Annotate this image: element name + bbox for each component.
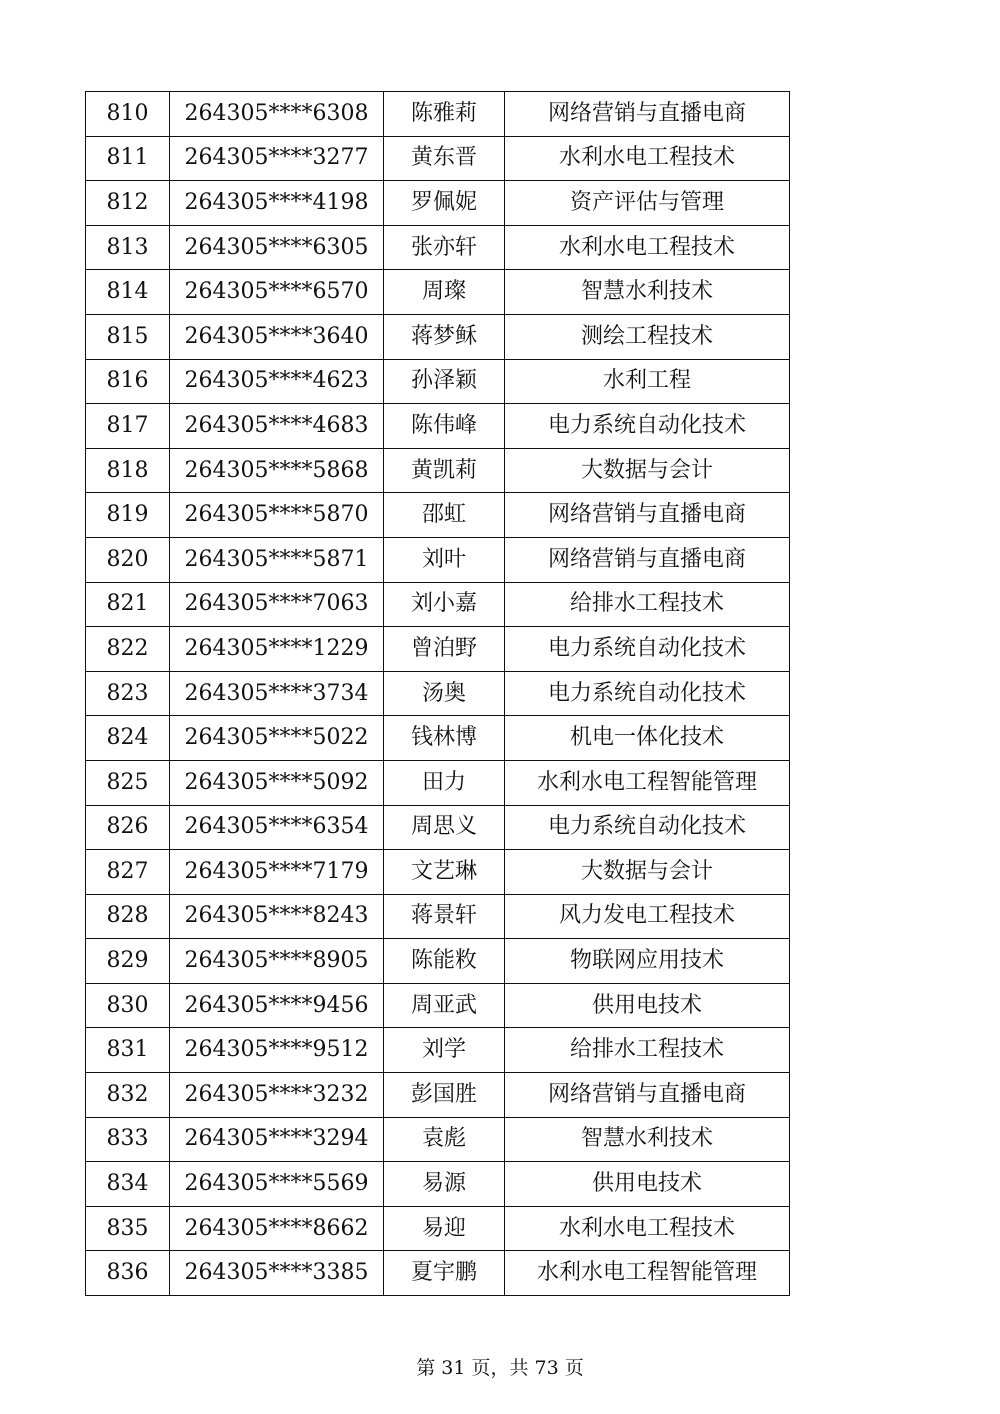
row-number-cell: 822 bbox=[86, 627, 170, 672]
table-row bbox=[86, 805, 790, 850]
id-number-cell: 264305****3232 bbox=[170, 1073, 384, 1118]
row-number-cell: 830 bbox=[86, 983, 170, 1028]
table-row bbox=[86, 627, 790, 672]
row-number-cell: 814 bbox=[86, 270, 170, 315]
table-row bbox=[86, 448, 790, 493]
major-cell: 网络营销与直播电商 bbox=[505, 1073, 790, 1118]
id-number-cell: 264305****5868 bbox=[170, 448, 384, 493]
row-number-cell: 812 bbox=[86, 181, 170, 226]
name-cell: 夏宇鹏 bbox=[384, 1251, 505, 1296]
name-cell: 易源 bbox=[384, 1162, 505, 1207]
student-list-table bbox=[85, 91, 790, 1296]
id-number-cell: 264305****5022 bbox=[170, 716, 384, 761]
major-cell: 资产评估与管理 bbox=[505, 181, 790, 226]
row-number-cell: 827 bbox=[86, 850, 170, 895]
major-cell: 给排水工程技术 bbox=[505, 582, 790, 627]
table-row bbox=[86, 181, 790, 226]
row-number-cell: 836 bbox=[86, 1251, 170, 1296]
row-number-cell: 818 bbox=[86, 448, 170, 493]
major-cell: 网络营销与直播电商 bbox=[505, 92, 790, 137]
row-number-cell: 811 bbox=[86, 136, 170, 181]
table-row bbox=[86, 225, 790, 270]
row-number-cell: 828 bbox=[86, 894, 170, 939]
row-number-cell: 829 bbox=[86, 939, 170, 984]
id-number-cell: 264305****9456 bbox=[170, 983, 384, 1028]
major-cell: 供用电技术 bbox=[505, 983, 790, 1028]
major-cell: 大数据与会计 bbox=[505, 448, 790, 493]
id-number-cell: 264305****3640 bbox=[170, 314, 384, 359]
name-cell: 张亦轩 bbox=[384, 225, 505, 270]
id-number-cell: 264305****5569 bbox=[170, 1162, 384, 1207]
id-number-cell: 264305****4623 bbox=[170, 359, 384, 404]
id-number-cell: 264305****5870 bbox=[170, 493, 384, 538]
major-cell: 给排水工程技术 bbox=[505, 1028, 790, 1073]
name-cell: 刘学 bbox=[384, 1028, 505, 1073]
table-row bbox=[86, 1162, 790, 1207]
id-number-cell: 264305****8243 bbox=[170, 894, 384, 939]
table-body bbox=[86, 92, 790, 1296]
name-cell: 黄东晋 bbox=[384, 136, 505, 181]
name-cell: 蒋梦稣 bbox=[384, 314, 505, 359]
row-number-cell: 835 bbox=[86, 1206, 170, 1251]
name-cell: 陈能敉 bbox=[384, 939, 505, 984]
table-row bbox=[86, 404, 790, 449]
major-cell: 电力系统自动化技术 bbox=[505, 627, 790, 672]
major-cell: 网络营销与直播电商 bbox=[505, 493, 790, 538]
major-cell: 机电一体化技术 bbox=[505, 716, 790, 761]
table-row bbox=[86, 1117, 790, 1162]
name-cell: 陈雅莉 bbox=[384, 92, 505, 137]
table-row bbox=[86, 359, 790, 404]
name-cell: 周思义 bbox=[384, 805, 505, 850]
row-number-cell: 825 bbox=[86, 760, 170, 805]
id-number-cell: 264305****5871 bbox=[170, 537, 384, 582]
id-number-cell: 264305****7063 bbox=[170, 582, 384, 627]
row-number-cell: 832 bbox=[86, 1073, 170, 1118]
name-cell: 孙泽颖 bbox=[384, 359, 505, 404]
id-number-cell: 264305****4683 bbox=[170, 404, 384, 449]
page-number-footer: 第 31 页，共 73 页 bbox=[416, 1357, 584, 1379]
major-cell: 水利水电工程技术 bbox=[505, 1206, 790, 1251]
major-cell: 风力发电工程技术 bbox=[505, 894, 790, 939]
major-cell: 智慧水利技术 bbox=[505, 270, 790, 315]
table-row bbox=[86, 850, 790, 895]
name-cell: 周亚武 bbox=[384, 983, 505, 1028]
name-cell: 刘小嘉 bbox=[384, 582, 505, 627]
table-row bbox=[86, 939, 790, 984]
row-number-cell: 826 bbox=[86, 805, 170, 850]
table-row bbox=[86, 1073, 790, 1118]
table-row bbox=[86, 582, 790, 627]
id-number-cell: 264305****6308 bbox=[170, 92, 384, 137]
major-cell: 水利工程 bbox=[505, 359, 790, 404]
row-number-cell: 816 bbox=[86, 359, 170, 404]
row-number-cell: 833 bbox=[86, 1117, 170, 1162]
id-number-cell: 264305****4198 bbox=[170, 181, 384, 226]
id-number-cell: 264305****6354 bbox=[170, 805, 384, 850]
name-cell: 易迎 bbox=[384, 1206, 505, 1251]
name-cell: 陈伟峰 bbox=[384, 404, 505, 449]
table-row bbox=[86, 671, 790, 716]
name-cell: 汤奥 bbox=[384, 671, 505, 716]
id-number-cell: 264305****8905 bbox=[170, 939, 384, 984]
id-number-cell: 264305****3277 bbox=[170, 136, 384, 181]
table-row bbox=[86, 983, 790, 1028]
row-number-cell: 824 bbox=[86, 716, 170, 761]
row-number-cell: 815 bbox=[86, 314, 170, 359]
name-cell: 钱林博 bbox=[384, 716, 505, 761]
table-row bbox=[86, 136, 790, 181]
id-number-cell: 264305****3734 bbox=[170, 671, 384, 716]
id-number-cell: 264305****7179 bbox=[170, 850, 384, 895]
id-number-cell: 264305****8662 bbox=[170, 1206, 384, 1251]
id-number-cell: 264305****9512 bbox=[170, 1028, 384, 1073]
table-row bbox=[86, 1251, 790, 1296]
row-number-cell: 821 bbox=[86, 582, 170, 627]
major-cell: 测绘工程技术 bbox=[505, 314, 790, 359]
name-cell: 田力 bbox=[384, 760, 505, 805]
id-number-cell: 264305****6570 bbox=[170, 270, 384, 315]
row-number-cell: 823 bbox=[86, 671, 170, 716]
row-number-cell: 813 bbox=[86, 225, 170, 270]
major-cell: 水利水电工程智能管理 bbox=[505, 1251, 790, 1296]
table-row bbox=[86, 716, 790, 761]
id-number-cell: 264305****5092 bbox=[170, 760, 384, 805]
table-row bbox=[86, 1206, 790, 1251]
table-row bbox=[86, 493, 790, 538]
table-row bbox=[86, 270, 790, 315]
name-cell: 文艺琳 bbox=[384, 850, 505, 895]
name-cell: 袁彪 bbox=[384, 1117, 505, 1162]
name-cell: 邵虹 bbox=[384, 493, 505, 538]
name-cell: 周璨 bbox=[384, 270, 505, 315]
major-cell: 供用电技术 bbox=[505, 1162, 790, 1207]
row-number-cell: 817 bbox=[86, 404, 170, 449]
row-number-cell: 810 bbox=[86, 92, 170, 137]
table-row bbox=[86, 537, 790, 582]
id-number-cell: 264305****3294 bbox=[170, 1117, 384, 1162]
id-number-cell: 264305****6305 bbox=[170, 225, 384, 270]
table-row bbox=[86, 314, 790, 359]
table-row bbox=[86, 760, 790, 805]
major-cell: 电力系统自动化技术 bbox=[505, 404, 790, 449]
major-cell: 电力系统自动化技术 bbox=[505, 805, 790, 850]
major-cell: 网络营销与直播电商 bbox=[505, 537, 790, 582]
name-cell: 黄凯莉 bbox=[384, 448, 505, 493]
row-number-cell: 820 bbox=[86, 537, 170, 582]
major-cell: 物联网应用技术 bbox=[505, 939, 790, 984]
major-cell: 水利水电工程技术 bbox=[505, 136, 790, 181]
name-cell: 蒋景轩 bbox=[384, 894, 505, 939]
table-row bbox=[86, 92, 790, 137]
id-number-cell: 264305****1229 bbox=[170, 627, 384, 672]
row-number-cell: 831 bbox=[86, 1028, 170, 1073]
row-number-cell: 834 bbox=[86, 1162, 170, 1207]
id-number-cell: 264305****3385 bbox=[170, 1251, 384, 1296]
table-row bbox=[86, 894, 790, 939]
major-cell: 水利水电工程智能管理 bbox=[505, 760, 790, 805]
name-cell: 罗佩妮 bbox=[384, 181, 505, 226]
name-cell: 彭国胜 bbox=[384, 1073, 505, 1118]
major-cell: 水利水电工程技术 bbox=[505, 225, 790, 270]
table-row bbox=[86, 1028, 790, 1073]
name-cell: 刘叶 bbox=[384, 537, 505, 582]
name-cell: 曾泊野 bbox=[384, 627, 505, 672]
row-number-cell: 819 bbox=[86, 493, 170, 538]
major-cell: 大数据与会计 bbox=[505, 850, 790, 895]
major-cell: 智慧水利技术 bbox=[505, 1117, 790, 1162]
major-cell: 电力系统自动化技术 bbox=[505, 671, 790, 716]
